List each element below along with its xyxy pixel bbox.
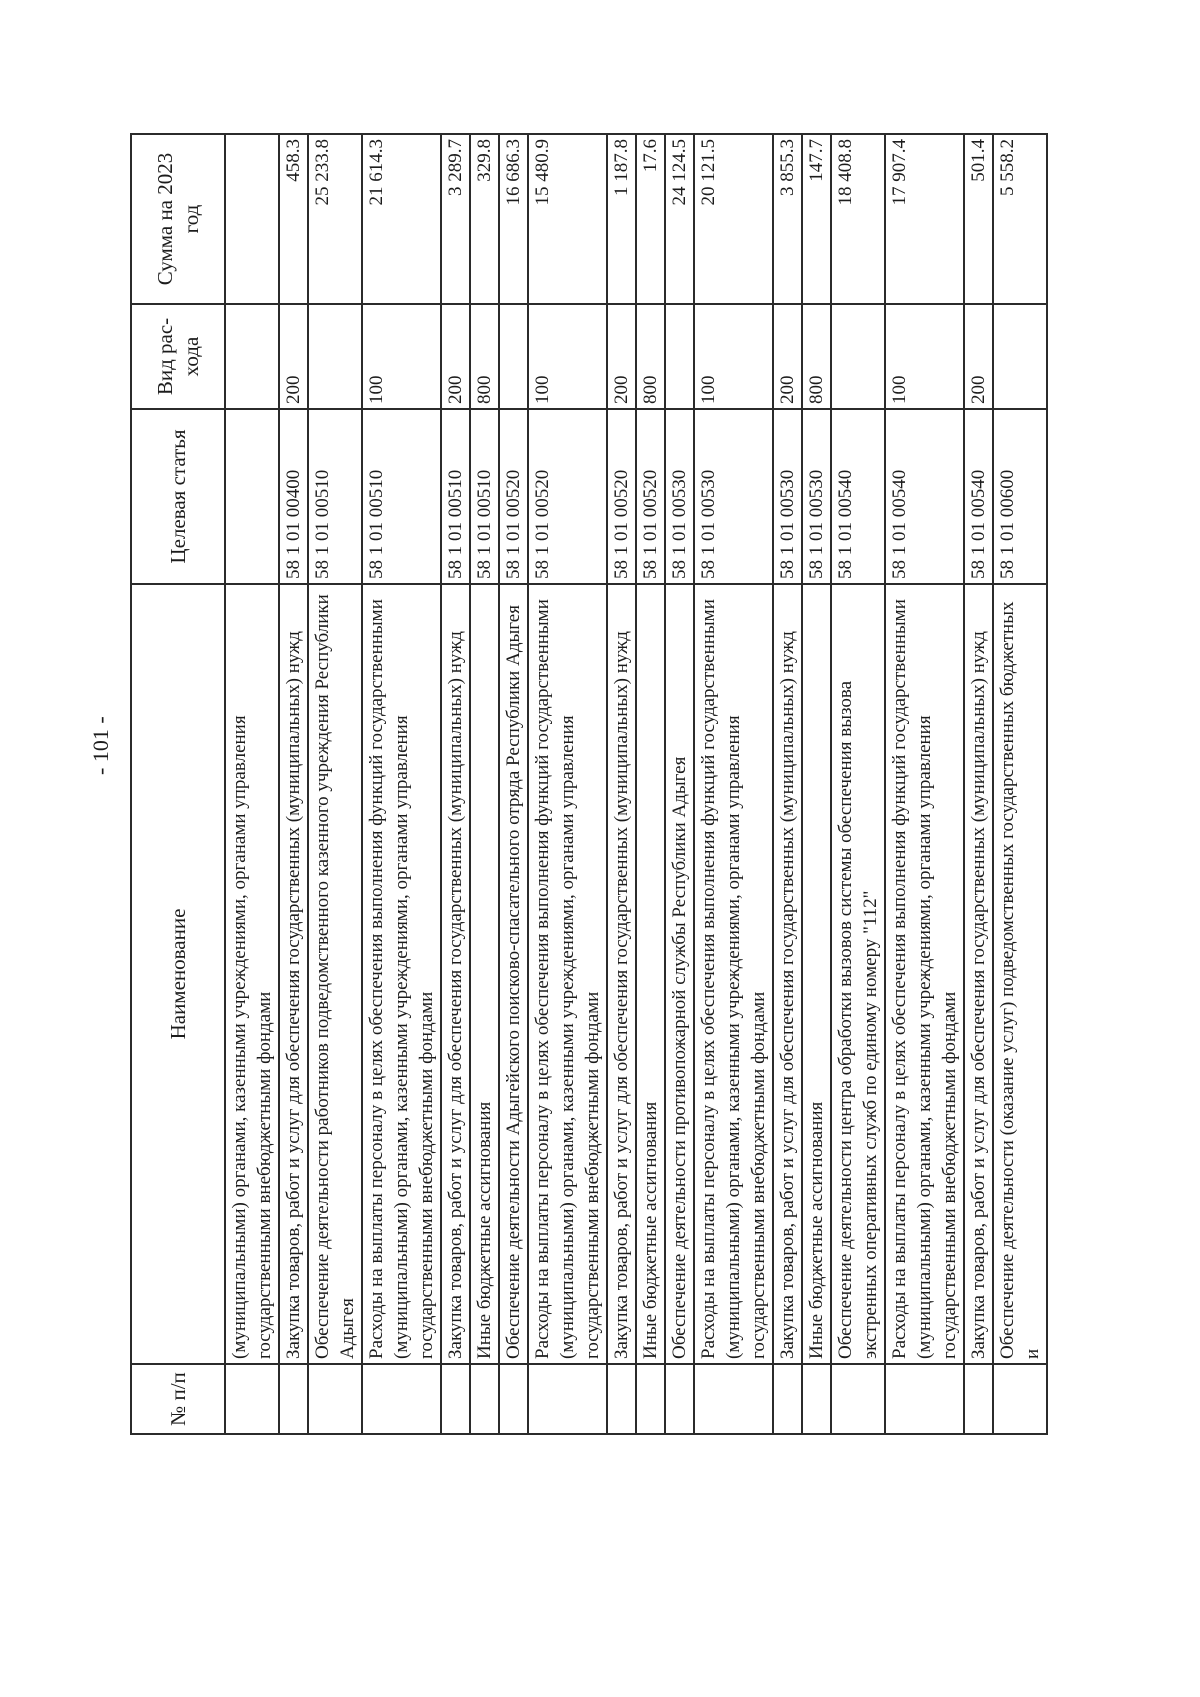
row-vid-cell: [993, 304, 1047, 409]
row-vid-cell: 200: [964, 304, 993, 409]
row-vid-cell: 100: [362, 304, 441, 409]
row-vid-cell: 100: [694, 304, 773, 409]
row-code-cell: 58 1 01 00530: [694, 409, 773, 584]
table-row: [470, 134, 499, 1434]
table-row: [636, 134, 665, 1434]
row-num-cell: [773, 1364, 802, 1434]
row-num-cell: [964, 1364, 993, 1434]
row-vid-cell: [665, 304, 694, 409]
row-sum-cell: 3 289.7: [441, 134, 470, 304]
table-row: [528, 134, 607, 1434]
table-row: [362, 134, 441, 1434]
table-header-row: [131, 134, 225, 1434]
row-vid-cell: [308, 304, 362, 409]
row-num-cell: [993, 1364, 1047, 1434]
row-sum-cell: 3 855.3: [773, 134, 802, 304]
row-sum-cell: 147.7: [802, 134, 831, 304]
table-row: [831, 134, 885, 1434]
row-sum-cell: 25 233.8: [308, 134, 362, 304]
row-vid-cell: [831, 304, 885, 409]
row-code-cell: 58 1 01 00510: [441, 409, 470, 584]
row-num-cell: [362, 1364, 441, 1434]
row-code-cell: 58 1 01 00520: [499, 409, 528, 584]
row-name-cell: (муниципальными) органами, казенными учреждениями, органами управления государственными внебюджетными фондами: [225, 584, 279, 1364]
header-code: Целевая статья: [131, 409, 225, 584]
row-name-cell: Закупка товаров, работ и услуг для обеспечения государственных (муниципальных) нужд: [964, 584, 993, 1364]
header-sum: Сумма на 2023 год: [131, 134, 225, 304]
row-num-cell: [441, 1364, 470, 1434]
row-name-cell: Расходы на выплаты персоналу в целях обеспечения выполнения функций государственными (муниципальными) органами, казенными учреждениями, органами управления государственными внебюджетными фондами: [362, 584, 441, 1364]
row-code-cell: 58 1 01 00520: [636, 409, 665, 584]
row-sum-cell: 15 480.9: [528, 134, 607, 304]
table-row: [279, 134, 308, 1434]
row-code-cell: 58 1 01 00400: [279, 409, 308, 584]
row-name-cell: Расходы на выплаты персоналу в целях обеспечения выполнения функций государственными (муниципальными) органами, казенными учреждениями, органами управления государственными внебюджетными фондами: [694, 584, 773, 1364]
row-sum-cell: 21 614.3: [362, 134, 441, 304]
table-row: [308, 134, 362, 1434]
row-sum-cell: [225, 134, 279, 304]
table-row: [964, 134, 993, 1434]
row-num-cell: [528, 1364, 607, 1434]
row-vid-cell: 800: [636, 304, 665, 409]
row-name-cell: Иные бюджетные ассигнования: [802, 584, 831, 1364]
table-row: [665, 134, 694, 1434]
rotated-table-wrapper: [130, 135, 1043, 1435]
row-name-cell: Закупка товаров, работ и услуг для обеспечения государственных (муниципальных) нужд: [441, 584, 470, 1364]
row-vid-cell: 200: [773, 304, 802, 409]
row-sum-cell: 16 686.3: [499, 134, 528, 304]
row-code-cell: 58 1 01 00540: [885, 409, 964, 584]
table-row: [802, 134, 831, 1434]
row-name-cell: Закупка товаров, работ и услуг для обеспечения государственных (муниципальных) нужд: [607, 584, 636, 1364]
row-vid-cell: 800: [470, 304, 499, 409]
row-name-cell: Обеспечение деятельности (оказание услуг) подведомственных государственных бюджетных и: [993, 584, 1047, 1364]
table-row: [441, 134, 470, 1434]
row-name-cell: Обеспечение деятельности центра обработки вызовов системы обеспечения вызова экстренных оперативных служб по единому номеру "112": [831, 584, 885, 1364]
row-name-cell: Закупка товаров, работ и услуг для обеспечения государственных (муниципальных) нужд: [279, 584, 308, 1364]
row-num-cell: [225, 1364, 279, 1434]
row-num-cell: [831, 1364, 885, 1434]
row-sum-cell: 20 121.5: [694, 134, 773, 304]
row-vid-cell: 200: [441, 304, 470, 409]
row-num-cell: [279, 1364, 308, 1434]
row-code-cell: 58 1 01 00530: [802, 409, 831, 584]
row-name-cell: Расходы на выплаты персоналу в целях обеспечения выполнения функций государственными (муниципальными) органами, казенными учреждениями, органами управления государственными внебюджетными фондами: [885, 584, 964, 1364]
row-code-cell: [225, 409, 279, 584]
row-num-cell: [499, 1364, 528, 1434]
header-name: Наименование: [131, 584, 225, 1364]
row-code-cell: 58 1 01 00520: [607, 409, 636, 584]
table-row: [225, 134, 279, 1434]
row-name-cell: Обеспечение деятельности Адыгейского поисково-спасательного отряда Республики Адыгея: [499, 584, 528, 1364]
row-vid-cell: 100: [528, 304, 607, 409]
row-sum-cell: 501.4: [964, 134, 993, 304]
header-num: № п/п: [131, 1364, 225, 1434]
row-sum-cell: 18 408.8: [831, 134, 885, 304]
row-vid-cell: 800: [802, 304, 831, 409]
table-row: [694, 134, 773, 1434]
row-code-cell: 58 1 01 00510: [308, 409, 362, 584]
row-sum-cell: 1 187.8: [607, 134, 636, 304]
budget-table: [130, 133, 1048, 1435]
row-sum-cell: 329.8: [470, 134, 499, 304]
row-sum-cell: 24 124.5: [665, 134, 694, 304]
row-vid-cell: [225, 304, 279, 409]
row-name-cell: Иные бюджетные ассигнования: [470, 584, 499, 1364]
row-vid-cell: 200: [607, 304, 636, 409]
row-sum-cell: 5 558.2: [993, 134, 1047, 304]
row-num-cell: [694, 1364, 773, 1434]
table-row: [607, 134, 636, 1434]
row-code-cell: 58 1 01 00600: [993, 409, 1047, 584]
row-num-cell: [636, 1364, 665, 1434]
row-sum-cell: 17 907.4: [885, 134, 964, 304]
row-name-cell: Закупка товаров, работ и услуг для обеспечения государственных (муниципальных) нужд: [773, 584, 802, 1364]
row-num-cell: [885, 1364, 964, 1434]
row-code-cell: 58 1 01 00510: [362, 409, 441, 584]
row-code-cell: 58 1 01 00520: [528, 409, 607, 584]
row-code-cell: 58 1 01 00540: [964, 409, 993, 584]
table-row: [499, 134, 528, 1434]
row-code-cell: 58 1 01 00540: [831, 409, 885, 584]
row-num-cell: [665, 1364, 694, 1434]
table-row: [885, 134, 964, 1434]
row-vid-cell: [499, 304, 528, 409]
page-number: - 101 -: [88, 716, 113, 775]
table-body: [225, 134, 1047, 1434]
row-num-cell: [308, 1364, 362, 1434]
table-row: [773, 134, 802, 1434]
row-num-cell: [607, 1364, 636, 1434]
row-name-cell: Расходы на выплаты персоналу в целях обеспечения выполнения функций государственными (муниципальными) органами, казенными учреждениями, органами управления государственными внебюджетными фондами: [528, 584, 607, 1364]
row-vid-cell: 100: [885, 304, 964, 409]
row-name-cell: Обеспечение деятельности работников подведомственного казенного учреждения Республики Адыгея: [308, 584, 362, 1364]
header-vid: Вид рас-хода: [131, 304, 225, 409]
row-vid-cell: 200: [279, 304, 308, 409]
row-code-cell: 58 1 01 00530: [773, 409, 802, 584]
row-num-cell: [470, 1364, 499, 1434]
row-sum-cell: 458.3: [279, 134, 308, 304]
row-name-cell: Иные бюджетные ассигнования: [636, 584, 665, 1364]
row-code-cell: 58 1 01 00530: [665, 409, 694, 584]
row-code-cell: 58 1 01 00510: [470, 409, 499, 584]
row-sum-cell: 17.6: [636, 134, 665, 304]
row-name-cell: Обеспечение деятельности противопожарной службы Республики Адыгея: [665, 584, 694, 1364]
row-num-cell: [802, 1364, 831, 1434]
table-row: [993, 134, 1047, 1434]
